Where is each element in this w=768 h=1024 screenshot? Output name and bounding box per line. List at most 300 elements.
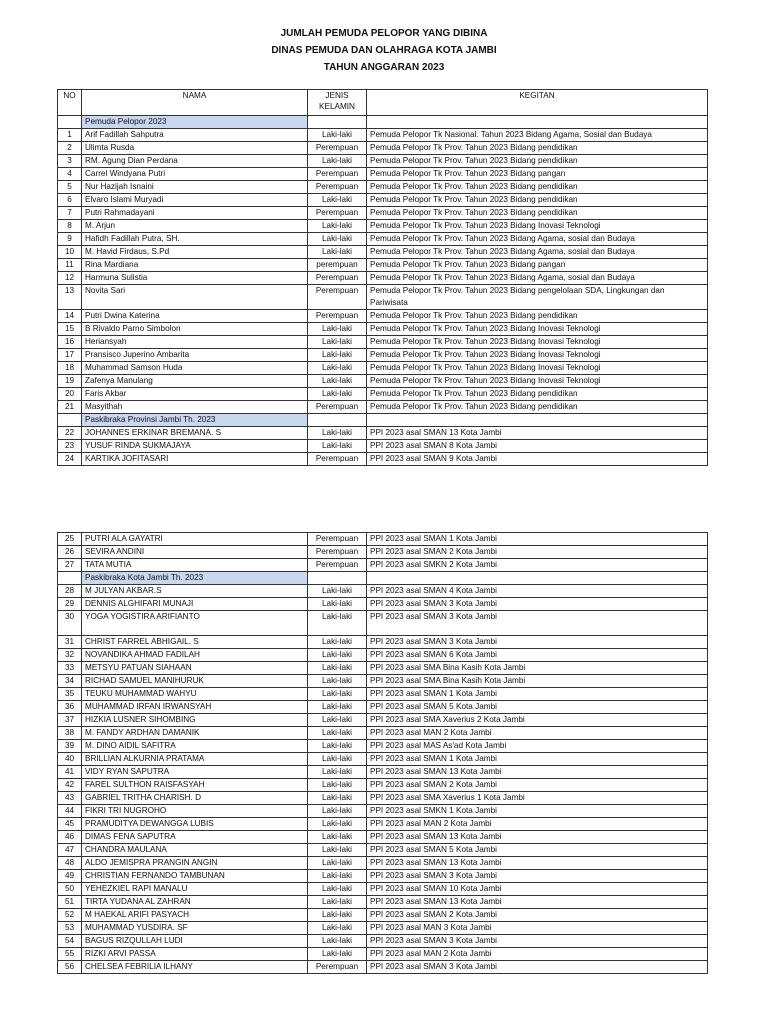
table-row [58,961,708,974]
row-jenis-kelamin: Laki-laki [308,636,367,649]
row-kegitan: Pemuda Pelopor Tk Prov. Tahun 2023 Bidang pendidikan [367,401,708,414]
row-no: 56 [58,961,82,974]
row-jenis-kelamin: Perempuan [308,181,367,194]
row-jenis-kelamin: Laki-laki [308,922,367,935]
row-nama: JOHANNES ERKINAR BREMANA. S [82,427,308,440]
table-row [58,909,708,922]
row-kegitan: PPI 2023 asal SMAN 1 Kota Jambi [367,533,708,546]
row-kegitan: Pemuda Pelopor Tk Nasional. Tahun 2023 Bidang Agama, Sosial dan Budaya [367,129,708,142]
row-jenis-kelamin: Laki-laki [308,349,367,362]
row-nama: B Rivaldo Parno Simbolon [82,323,308,336]
section-keg-cell [367,116,708,129]
row-nama: GABRIEL TRITHA CHARISH. D [82,792,308,805]
row-nama: M HAEKAL ARIFI PASYACH [82,909,308,922]
row-nama: SEVIRA ANDINI [82,546,308,559]
row-kegitan: Pemuda Pelopor Tk Prov. Tahun 2023 Bidang Inovasi Teknologi [367,362,708,375]
table-row [58,246,708,259]
row-nama: VIDY RYAN SAPUTRA [82,766,308,779]
row-no: 43 [58,792,82,805]
row-no: 2 [58,142,82,155]
section-no-cell [58,414,82,427]
row-kegitan: Pemuda Pelopor Tk Prov. Tahun 2023 Bidang pengelolaan SDA, Lingkungan dan Pariwisata [367,285,708,310]
row-kegitan: Pemuda Pelopor Tk Prov. Tahun 2023 Bidang pendidikan [367,388,708,401]
table-row [58,388,708,401]
row-jenis-kelamin: perempuan [308,259,367,272]
row-kegitan: PPI 2023 asal SMAN 1 Kota Jambi [367,688,708,701]
row-jenis-kelamin: Laki-laki [308,155,367,168]
row-nama: DENNIS ALGHIFARI MUNAJI [82,598,308,611]
row-jenis-kelamin: Laki-laki [308,948,367,961]
table-row [58,155,708,168]
table-row [58,207,708,220]
row-nama: Zafenya Manulang [82,375,308,388]
row-no: 45 [58,818,82,831]
table-row [58,805,708,818]
row-jenis-kelamin: Laki-laki [308,714,367,727]
row-nama: KARTIKA JOFITASARI [82,453,308,466]
row-kegitan: PPI 2023 asal SMKN 2 Kota Jambi [367,559,708,572]
table-row [58,779,708,792]
row-no: 4 [58,168,82,181]
row-nama: RM. Agung Dian Perdana [82,155,308,168]
row-kegitan: PPI 2023 asal MAS As'ad Kota Jambi [367,740,708,753]
row-no: 29 [58,598,82,611]
row-no: 1 [58,129,82,142]
row-nama: TATA MUTIA [82,559,308,572]
table-row [58,168,708,181]
row-jenis-kelamin: Perempuan [308,453,367,466]
row-no: 53 [58,922,82,935]
row-kegitan: PPI 2023 asal SMAN 6 Kota Jambi [367,649,708,662]
row-kegitan: PPI 2023 asal SMAN 13 Kota Jambi [367,766,708,779]
table-body [58,116,708,466]
header-kegitan: KEGITAN [367,90,708,116]
row-jenis-kelamin: Laki-laki [308,246,367,259]
section-jk-cell [308,414,367,427]
row-kegitan: PPI 2023 asal SMAN 3 Kota Jambi [367,598,708,611]
row-no: 7 [58,207,82,220]
row-no: 39 [58,740,82,753]
table-row [58,701,708,714]
row-jenis-kelamin: Laki-laki [308,935,367,948]
row-kegitan: PPI 2023 asal SMA Bina Kasih Kota Jambi [367,662,708,675]
row-no: 33 [58,662,82,675]
row-kegitan: Pemuda Pelopor Tk Prov. Tahun 2023 Bidang pendidikan [367,142,708,155]
row-nama: Putri Rahmadayani [82,207,308,220]
row-kegitan: Pemuda Pelopor Tk Prov. Tahun 2023 Bidang pendidikan [367,181,708,194]
row-nama: M. Havid Firdaus, S.Pd [82,246,308,259]
row-no: 38 [58,727,82,740]
row-kegitan: Pemuda Pelopor Tk Prov. Tahun 2023 Bidang Inovasi Teknologi [367,336,708,349]
row-no: 54 [58,935,82,948]
row-no: 21 [58,401,82,414]
table-row [58,831,708,844]
table-row [58,285,708,310]
row-nama: DIMAS FENA SAPUTRA [82,831,308,844]
row-no: 47 [58,844,82,857]
row-kegitan: Pemuda Pelopor Tk Prov. Tahun 2023 Bidang pendidikan [367,155,708,168]
row-nama: YEHEZKIEL RAPI MANALU [82,883,308,896]
row-nama: NOVANDIKA AHMAD FADILAH [82,649,308,662]
row-nama: PUTRI ALA GAYATRI [82,533,308,546]
row-no: 13 [58,285,82,310]
row-jenis-kelamin: Laki-laki [308,233,367,246]
header-no: NO [58,90,82,116]
row-no: 19 [58,375,82,388]
row-jenis-kelamin: Laki-laki [308,818,367,831]
row-no: 16 [58,336,82,349]
row-nama: BAGUS RIZQULLAH LUDI [82,935,308,948]
row-no: 15 [58,323,82,336]
row-no: 44 [58,805,82,818]
row-jenis-kelamin: Laki-laki [308,740,367,753]
row-no: 41 [58,766,82,779]
row-no: 24 [58,453,82,466]
row-jenis-kelamin: Perempuan [308,533,367,546]
row-no: 50 [58,883,82,896]
row-jenis-kelamin: Perempuan [308,285,367,310]
row-no: 49 [58,870,82,883]
row-jenis-kelamin: Perempuan [308,168,367,181]
row-no: 22 [58,427,82,440]
row-nama: Hafidh Fadillah Putra, SH. [82,233,308,246]
row-kegitan: PPI 2023 asal SMA Bina Kasih Kota Jambi [367,675,708,688]
table-row [58,375,708,388]
row-nama: Harmuna Sulistia [82,272,308,285]
row-jenis-kelamin: Laki-laki [308,440,367,453]
youth-table-part-2 [57,532,708,974]
row-kegitan: Pemuda Pelopor Tk Prov. Tahun 2023 Bidang pendidikan [367,194,708,207]
row-no: 27 [58,559,82,572]
row-kegitan: PPI 2023 asal SMAN 8 Kota Jambi [367,440,708,453]
table-row [58,857,708,870]
row-jenis-kelamin: Laki-laki [308,427,367,440]
table-row [58,714,708,727]
row-jenis-kelamin: Perempuan [308,401,367,414]
doc-title-line-3: TAHUN ANGGARAN 2023 [323,62,445,73]
table-row [58,453,708,466]
row-no: 17 [58,349,82,362]
row-no: 35 [58,688,82,701]
row-no: 25 [58,533,82,546]
youth-table-part-1 [57,89,708,466]
row-jenis-kelamin: Laki-laki [308,857,367,870]
section-label: Pemuda Pelopor 2023 [82,116,308,129]
table-row [58,220,708,233]
section-jk-cell [308,116,367,129]
row-no: 36 [58,701,82,714]
table-row [58,310,708,323]
row-kegitan: Pemuda Pelopor Tk Prov. Tahun 2023 Bidang pangan [367,259,708,272]
row-kegitan: PPI 2023 asal SMAN 3 Kota Jambi [367,611,708,636]
row-no: 26 [58,546,82,559]
row-jenis-kelamin: Perempuan [308,559,367,572]
row-nama: CHRISTIAN FERNANDO TAMBUNAN [82,870,308,883]
row-kegitan: PPI 2023 asal SMAN 2 Kota Jambi [367,909,708,922]
table-row [58,688,708,701]
row-nama: RIZKI ARVI PASSA [82,948,308,961]
row-no: 10 [58,246,82,259]
row-kegitan: Pemuda Pelopor Tk Prov. Tahun 2023 Bidang pendidikan [367,310,708,323]
row-jenis-kelamin: Laki-laki [308,909,367,922]
header-nama: NAMA [82,90,308,116]
row-kegitan: PPI 2023 asal SMAN 5 Kota Jambi [367,701,708,714]
row-kegitan: PPI 2023 asal MAN 2 Kota Jambi [367,948,708,961]
table-row [58,194,708,207]
row-nama: Heriansyah [82,336,308,349]
section-row [58,414,708,427]
row-kegitan: PPI 2023 asal SMAN 1 Kota Jambi [367,753,708,766]
table-row [58,818,708,831]
row-nama: Rina Mardiana [82,259,308,272]
row-no: 8 [58,220,82,233]
row-kegitan: PPI 2023 asal SMAN 3 Kota Jambi [367,636,708,649]
row-kegitan: Pemuda Pelopor Tk Prov. Tahun 2023 Bidang Inovasi Teknologi [367,375,708,388]
section-no-cell [58,116,82,129]
row-nama: CHELSEA FEBRILIA ILHANY [82,961,308,974]
row-kegitan: PPI 2023 asal MAN 3 Kota Jambi [367,922,708,935]
row-jenis-kelamin: Perempuan [308,272,367,285]
row-no: 28 [58,585,82,598]
table-row [58,533,708,546]
section-row [58,116,708,129]
row-kegitan: PPI 2023 asal SMAN 10 Kota Jambi [367,883,708,896]
table-row [58,649,708,662]
row-nama: TEUKU MUHAMMAD WAHYU [82,688,308,701]
row-jenis-kelamin: Laki-laki [308,220,367,233]
row-jenis-kelamin: Laki-laki [308,375,367,388]
table-row [58,896,708,909]
row-kegitan: Pemuda Pelopor Tk Prov. Tahun 2023 Bidang Inovasi Teknologi [367,323,708,336]
row-jenis-kelamin: Laki-laki [308,194,367,207]
table-row [58,181,708,194]
row-kegitan: Pemuda Pelopor Tk Prov. Tahun 2023 Bidang Inovasi Teknologi [367,349,708,362]
row-kegitan: PPI 2023 asal SMAN 13 Kota Jambi [367,831,708,844]
table-row [58,935,708,948]
table-row [58,598,708,611]
row-kegitan: PPI 2023 asal SMAN 13 Kota Jambi [367,857,708,870]
row-nama: Masyithah [82,401,308,414]
row-kegitan: PPI 2023 asal SMA Xaverius 2 Kota Jambi [367,714,708,727]
row-kegitan: PPI 2023 asal SMKN 1 Kota Jambi [367,805,708,818]
table-row [58,740,708,753]
table-row [58,870,708,883]
table-row [58,636,708,649]
row-nama: CHRIST FARREL ABHIGAIL. S [82,636,308,649]
row-nama: M. DINO AIDIL SAFITRA [82,740,308,753]
row-kegitan: Pemuda Pelopor Tk Prov. Tahun 2023 Bidang Agama, sosial dan Budaya [367,246,708,259]
header-jenis-line-2: KELAMIN [319,102,355,111]
row-no: 55 [58,948,82,961]
table-row [58,753,708,766]
row-no: 51 [58,896,82,909]
row-jenis-kelamin: Laki-laki [308,336,367,349]
row-jenis-kelamin: Laki-laki [308,805,367,818]
table-row [58,440,708,453]
table-row [58,922,708,935]
section-row [58,572,708,585]
row-kegitan: PPI 2023 asal SMA Xaverius 1 Kota Jambi [367,792,708,805]
row-nama: FIKRI TRI NUGROHO [82,805,308,818]
row-jenis-kelamin: Laki-laki [308,688,367,701]
table-row [58,611,708,636]
row-no: 9 [58,233,82,246]
row-jenis-kelamin: Laki-laki [308,362,367,375]
row-kegitan: Pemuda Pelopor Tk Prov. Tahun 2023 Bidang Agama, sosial dan Budaya [367,233,708,246]
row-nama: M. FANDY ARDHAN DAMANIK [82,727,308,740]
row-kegitan: PPI 2023 asal MAN 2 Kota Jambi [367,818,708,831]
row-jenis-kelamin: Laki-laki [308,753,367,766]
row-jenis-kelamin: Laki-laki [308,844,367,857]
table-row [58,349,708,362]
table-row [58,142,708,155]
row-nama: ALDO JEMISPRA PRANGIN ANGIN [82,857,308,870]
row-jenis-kelamin: Laki-laki [308,598,367,611]
doc-title-line-2: DINAS PEMUDA DAN OLAHRAGA KOTA JAMBI [271,45,497,56]
table-row [58,427,708,440]
table-row [58,323,708,336]
row-nama: Arif Fadillah Sahputra [82,129,308,142]
row-nama: Ulimta Rusda [82,142,308,155]
row-kegitan: PPI 2023 asal SMAN 3 Kota Jambi [367,935,708,948]
table-body [58,533,708,974]
row-kegitan: PPI 2023 asal SMAN 4 Kota Jambi [367,585,708,598]
row-no: 14 [58,310,82,323]
row-no: 11 [58,259,82,272]
row-nama: CHANDRA MAULANA [82,844,308,857]
table-row [58,546,708,559]
row-kegitan: PPI 2023 asal SMAN 5 Kota Jambi [367,844,708,857]
row-jenis-kelamin: Laki-laki [308,831,367,844]
section-jk-cell [308,572,367,585]
table-row [58,883,708,896]
table-row [58,662,708,675]
row-kegitan: PPI 2023 asal SMAN 9 Kota Jambi [367,453,708,466]
table-row [58,401,708,414]
row-no: 52 [58,909,82,922]
row-nama: M JULYAN AKBAR.S [82,585,308,598]
row-nama: TIRTA YUDANA AL ZAHRAN [82,896,308,909]
row-no: 34 [58,675,82,688]
row-jenis-kelamin: Laki-laki [308,766,367,779]
row-no: 30 [58,611,82,636]
row-no: 40 [58,753,82,766]
row-kegitan: PPI 2023 asal SMAN 13 Kota Jambi [367,896,708,909]
row-nama: YOGA YOGISTIRA ARIFIANTO [82,611,308,636]
section-label: Paskibraka Provinsi Jambi Th. 2023 [82,414,308,427]
table-row [58,129,708,142]
row-no: 32 [58,649,82,662]
row-no: 31 [58,636,82,649]
row-jenis-kelamin: Perempuan [308,142,367,155]
section-no-cell [58,572,82,585]
table-row [58,259,708,272]
table-row [58,272,708,285]
row-nama: PRAMUDITYA DEWANGGA LUBIS [82,818,308,831]
row-nama: METSYU PATUAN SIAHAAN [82,662,308,675]
row-no: 48 [58,857,82,870]
doc-title-line-1: JUMLAH PEMUDA PELOPOR YANG DIBINA [280,28,488,39]
table-row [58,675,708,688]
row-no: 12 [58,272,82,285]
row-no: 18 [58,362,82,375]
row-nama: Faris Akbar [82,388,308,401]
row-nama: MUHAMMAD IRFAN IRWANSYAH [82,701,308,714]
row-no: 42 [58,779,82,792]
row-jenis-kelamin: Laki-laki [308,870,367,883]
table-row [58,948,708,961]
row-kegitan: PPI 2023 asal SMAN 3 Kota Jambi [367,870,708,883]
row-nama: FAREL SULTHON RAISFASYAH [82,779,308,792]
row-no: 23 [58,440,82,453]
row-nama: Carrel Windyana Putri [82,168,308,181]
row-nama: YUSUF RINDA SUKMAJAYA [82,440,308,453]
row-nama: RICHAD SAMUEL MANIHURUK [82,675,308,688]
row-jenis-kelamin: Laki-laki [308,792,367,805]
row-jenis-kelamin: Laki-laki [308,883,367,896]
row-jenis-kelamin: Perempuan [308,310,367,323]
row-nama: BRILLIAN ALKURNIA PRATAMA [82,753,308,766]
table-row [58,559,708,572]
row-nama: MUHAMMAD YUSDIRA. SF [82,922,308,935]
row-no: 37 [58,714,82,727]
row-kegitan: PPI 2023 asal SMAN 13 Kota Jambi [367,427,708,440]
table-row [58,792,708,805]
row-kegitan: Pemuda Pelopor Tk Prov. Tahun 2023 Bidang Agama, sosial dan Budaya [367,272,708,285]
row-jenis-kelamin: Laki-laki [308,701,367,714]
row-jenis-kelamin: Laki-laki [308,611,367,636]
table-row [58,233,708,246]
row-kegitan: Pemuda Pelopor Tk Prov. Tahun 2023 Bidang Inovasi Teknologi [367,220,708,233]
row-nama: Putri Dwina Katerina [82,310,308,323]
row-nama: Elvaro Islami Muryadi [82,194,308,207]
row-jenis-kelamin: Laki-laki [308,662,367,675]
row-jenis-kelamin: Perempuan [308,961,367,974]
row-jenis-kelamin: Perempuan [308,546,367,559]
section-keg-cell [367,414,708,427]
row-jenis-kelamin: Laki-laki [308,896,367,909]
row-jenis-kelamin: Perempuan [308,207,367,220]
row-jenis-kelamin: Laki-laki [308,388,367,401]
row-no: 5 [58,181,82,194]
table-row [58,585,708,598]
row-nama: Novita Sari [82,285,308,310]
row-jenis-kelamin: Laki-laki [308,129,367,142]
row-nama: Nur Hazijah Isnaini [82,181,308,194]
header-jenis-line-1: JENIS [325,91,349,100]
row-no: 20 [58,388,82,401]
row-nama: Pransisco Juperino Ambarita [82,349,308,362]
row-kegitan: Pemuda Pelopor Tk Prov. Tahun 2023 Bidang pendidikan [367,207,708,220]
row-kegitan: PPI 2023 asal MAN 2 Kota Jambi [367,727,708,740]
header-jenis-kelamin [308,90,367,116]
table-row [58,727,708,740]
table-header-row [58,90,708,116]
row-no: 46 [58,831,82,844]
row-nama: HIZKIA LUSNER SIHOMBING [82,714,308,727]
row-no: 6 [58,194,82,207]
section-label: Paskibraka Kota Jambi Th. 2023 [82,572,308,585]
row-kegitan: PPI 2023 asal SMAN 3 Kota Jambi [367,961,708,974]
row-jenis-kelamin: Laki-laki [308,649,367,662]
table-row [58,844,708,857]
row-jenis-kelamin: Laki-laki [308,727,367,740]
row-kegitan: PPI 2023 asal SMAN 2 Kota Jambi [367,546,708,559]
row-jenis-kelamin: Laki-laki [308,675,367,688]
row-no: 3 [58,155,82,168]
row-jenis-kelamin: Laki-laki [308,323,367,336]
table-row [58,362,708,375]
